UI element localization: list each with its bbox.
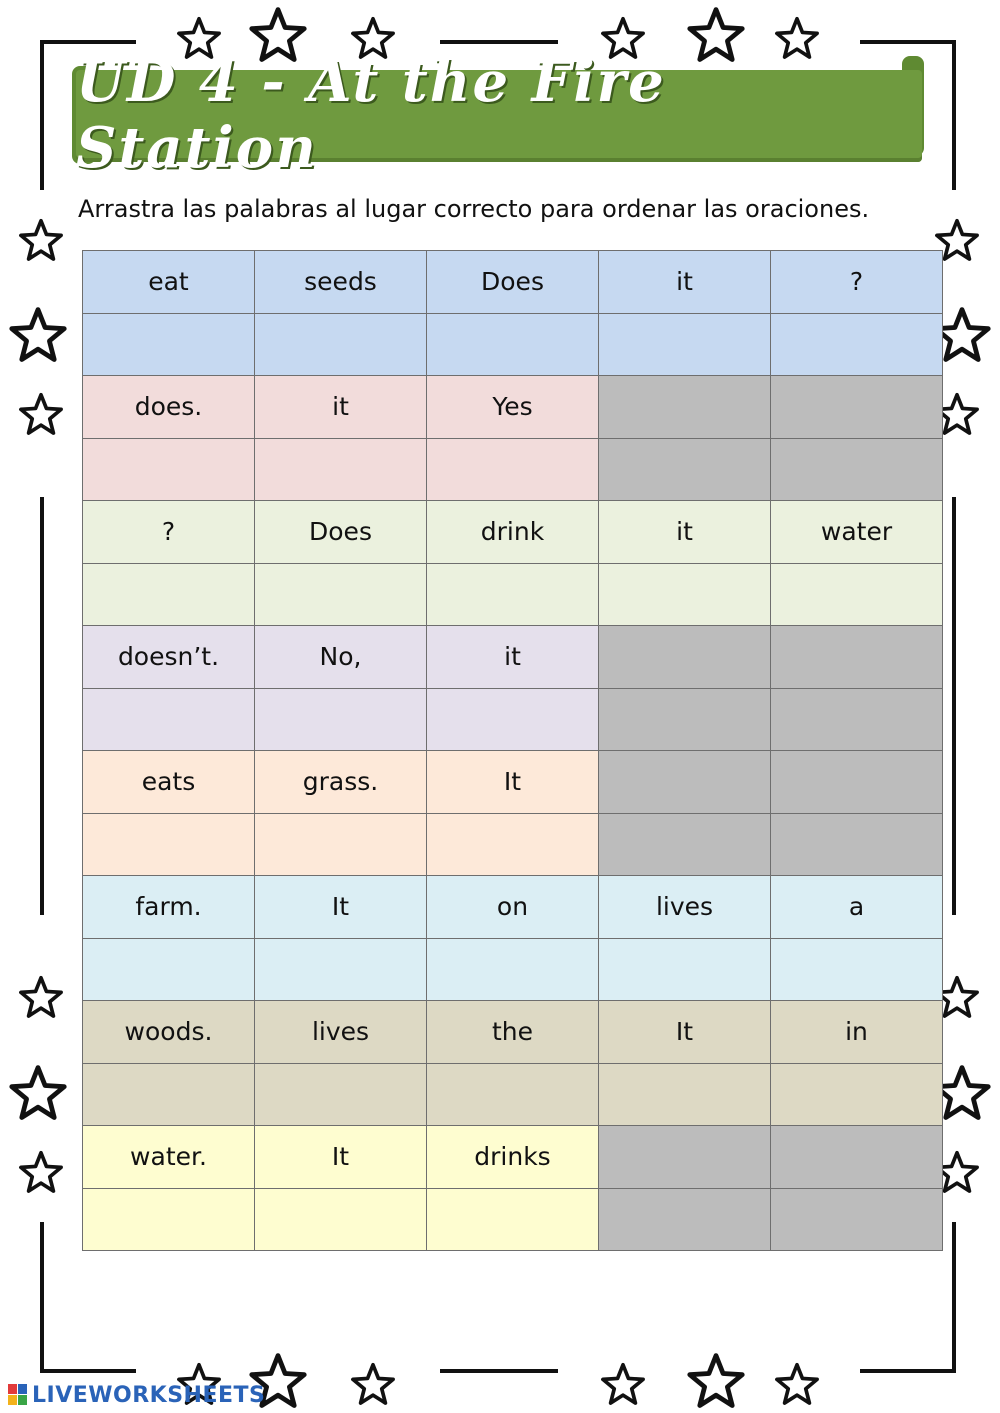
frame-line-bottom-right — [860, 1369, 956, 1373]
star-icon — [8, 1064, 68, 1124]
drop-slot[interactable] — [427, 938, 599, 1001]
drop-slot[interactable] — [255, 563, 427, 626]
draggable-word[interactable]: a — [771, 876, 943, 939]
drop-slot[interactable] — [771, 563, 943, 626]
draggable-word[interactable]: does. — [83, 376, 255, 439]
unused-cell — [599, 376, 771, 439]
sentence-grid — [82, 250, 943, 1251]
frame-line-left-lower — [40, 1222, 44, 1372]
draggable-word[interactable]: It — [427, 751, 599, 814]
drop-slot[interactable] — [83, 688, 255, 751]
title-banner — [76, 49, 922, 181]
frame-line-top-left — [40, 40, 136, 44]
unused-cell — [771, 813, 943, 876]
draggable-word[interactable]: it — [255, 376, 427, 439]
drop-slot[interactable] — [427, 563, 599, 626]
drop-slot[interactable] — [255, 438, 427, 501]
answer-row — [83, 1063, 943, 1126]
word-row — [83, 626, 943, 689]
drop-slot[interactable] — [427, 688, 599, 751]
star-icon — [350, 1362, 396, 1408]
draggable-word[interactable]: It — [255, 1126, 427, 1189]
drop-slot[interactable] — [255, 1063, 427, 1126]
draggable-word[interactable]: drink — [427, 501, 599, 564]
word-row — [83, 1001, 943, 1064]
drop-slot[interactable] — [599, 938, 771, 1001]
unused-cell — [771, 751, 943, 814]
unused-cell — [599, 1126, 771, 1189]
drop-slot[interactable] — [771, 938, 943, 1001]
unused-cell — [771, 1126, 943, 1189]
draggable-word[interactable]: lives — [255, 1001, 427, 1064]
draggable-word[interactable]: doesn’t. — [83, 626, 255, 689]
draggable-word[interactable]: seeds — [255, 251, 427, 314]
drop-slot[interactable] — [599, 563, 771, 626]
unused-cell — [771, 626, 943, 689]
star-icon — [774, 1362, 820, 1408]
liveworksheets-icon — [8, 1384, 28, 1406]
draggable-word[interactable]: it — [599, 251, 771, 314]
drop-slot[interactable] — [255, 688, 427, 751]
unused-cell — [599, 1188, 771, 1251]
drop-slot[interactable] — [83, 1063, 255, 1126]
drop-slot[interactable] — [771, 1063, 943, 1126]
draggable-word[interactable]: it — [427, 626, 599, 689]
drop-slot[interactable] — [83, 813, 255, 876]
word-row — [83, 751, 943, 814]
word-row — [83, 376, 943, 439]
star-icon — [18, 392, 64, 438]
frame-line-top-mid — [440, 40, 558, 44]
draggable-word[interactable]: It — [599, 1001, 771, 1064]
draggable-word[interactable]: eats — [83, 751, 255, 814]
star-icon — [18, 1150, 64, 1196]
answer-row — [83, 938, 943, 1001]
frame-line-left-upper — [40, 40, 44, 190]
unused-cell — [599, 751, 771, 814]
star-icon — [686, 1352, 746, 1412]
drop-slot[interactable] — [427, 1063, 599, 1126]
unused-cell — [599, 626, 771, 689]
drop-slot[interactable] — [83, 313, 255, 376]
unused-cell — [599, 813, 771, 876]
page-title: UD 4 - At the Fire Station — [76, 49, 666, 181]
draggable-word[interactable]: Does — [255, 501, 427, 564]
draggable-word[interactable]: grass. — [255, 751, 427, 814]
drop-slot[interactable] — [427, 813, 599, 876]
drop-slot[interactable] — [83, 938, 255, 1001]
draggable-word[interactable]: Does — [427, 251, 599, 314]
draggable-word[interactable]: It — [255, 876, 427, 939]
word-row — [83, 876, 943, 939]
draggable-word[interactable]: in — [771, 1001, 943, 1064]
draggable-word[interactable]: eat — [83, 251, 255, 314]
draggable-word[interactable]: ? — [771, 251, 943, 314]
frame-line-right-upper — [952, 40, 956, 190]
word-row — [83, 1126, 943, 1189]
drop-slot[interactable] — [427, 438, 599, 501]
drop-slot[interactable] — [83, 438, 255, 501]
drop-slot[interactable] — [255, 938, 427, 1001]
drop-slot[interactable] — [255, 1188, 427, 1251]
word-row — [83, 251, 943, 314]
frame-line-right-mid — [952, 497, 956, 915]
star-icon — [600, 1362, 646, 1408]
draggable-word[interactable]: on — [427, 876, 599, 939]
draggable-word[interactable]: water. — [83, 1126, 255, 1189]
answer-row — [83, 813, 943, 876]
draggable-word[interactable]: lives — [599, 876, 771, 939]
drop-slot[interactable] — [599, 1063, 771, 1126]
unused-cell — [771, 1188, 943, 1251]
draggable-word[interactable]: woods. — [83, 1001, 255, 1064]
answer-row — [83, 1188, 943, 1251]
unused-cell — [771, 688, 943, 751]
drop-slot[interactable] — [83, 1188, 255, 1251]
answer-row — [83, 438, 943, 501]
liveworksheets-logo — [8, 1382, 265, 1408]
draggable-word[interactable]: No, — [255, 626, 427, 689]
answer-row — [83, 313, 943, 376]
frame-line-top-right — [860, 40, 956, 44]
frame-line-bottom-mid — [440, 1369, 558, 1373]
drop-slot[interactable] — [771, 313, 943, 376]
frame-line-right-lower — [952, 1222, 956, 1372]
drop-slot[interactable] — [255, 313, 427, 376]
unused-cell — [599, 438, 771, 501]
star-icon — [18, 975, 64, 1021]
drop-slot[interactable] — [599, 313, 771, 376]
frame-line-left-mid — [40, 497, 44, 915]
star-icon — [8, 306, 68, 366]
drop-slot[interactable] — [83, 563, 255, 626]
draggable-word[interactable]: drinks — [427, 1126, 599, 1189]
frame-line-bottom-left — [40, 1369, 136, 1373]
draggable-word[interactable]: farm. — [83, 876, 255, 939]
answer-row — [83, 688, 943, 751]
draggable-word[interactable]: it — [599, 501, 771, 564]
unused-cell — [599, 688, 771, 751]
unused-cell — [771, 376, 943, 439]
drop-slot[interactable] — [427, 313, 599, 376]
draggable-word[interactable]: the — [427, 1001, 599, 1064]
drop-slot[interactable] — [427, 1188, 599, 1251]
instruction-text: Arrastra las palabras al lugar correcto para ordenar las oraciones. — [78, 195, 870, 223]
drop-slot[interactable] — [255, 813, 427, 876]
answer-row — [83, 563, 943, 626]
draggable-word[interactable]: water — [771, 501, 943, 564]
liveworksheets-wordmark: LIVEWORKSHEETS — [32, 1382, 266, 1408]
draggable-word[interactable]: ? — [83, 501, 255, 564]
star-icon — [18, 218, 64, 264]
word-row — [83, 501, 943, 564]
draggable-word[interactable]: Yes — [427, 376, 599, 439]
unused-cell — [771, 438, 943, 501]
